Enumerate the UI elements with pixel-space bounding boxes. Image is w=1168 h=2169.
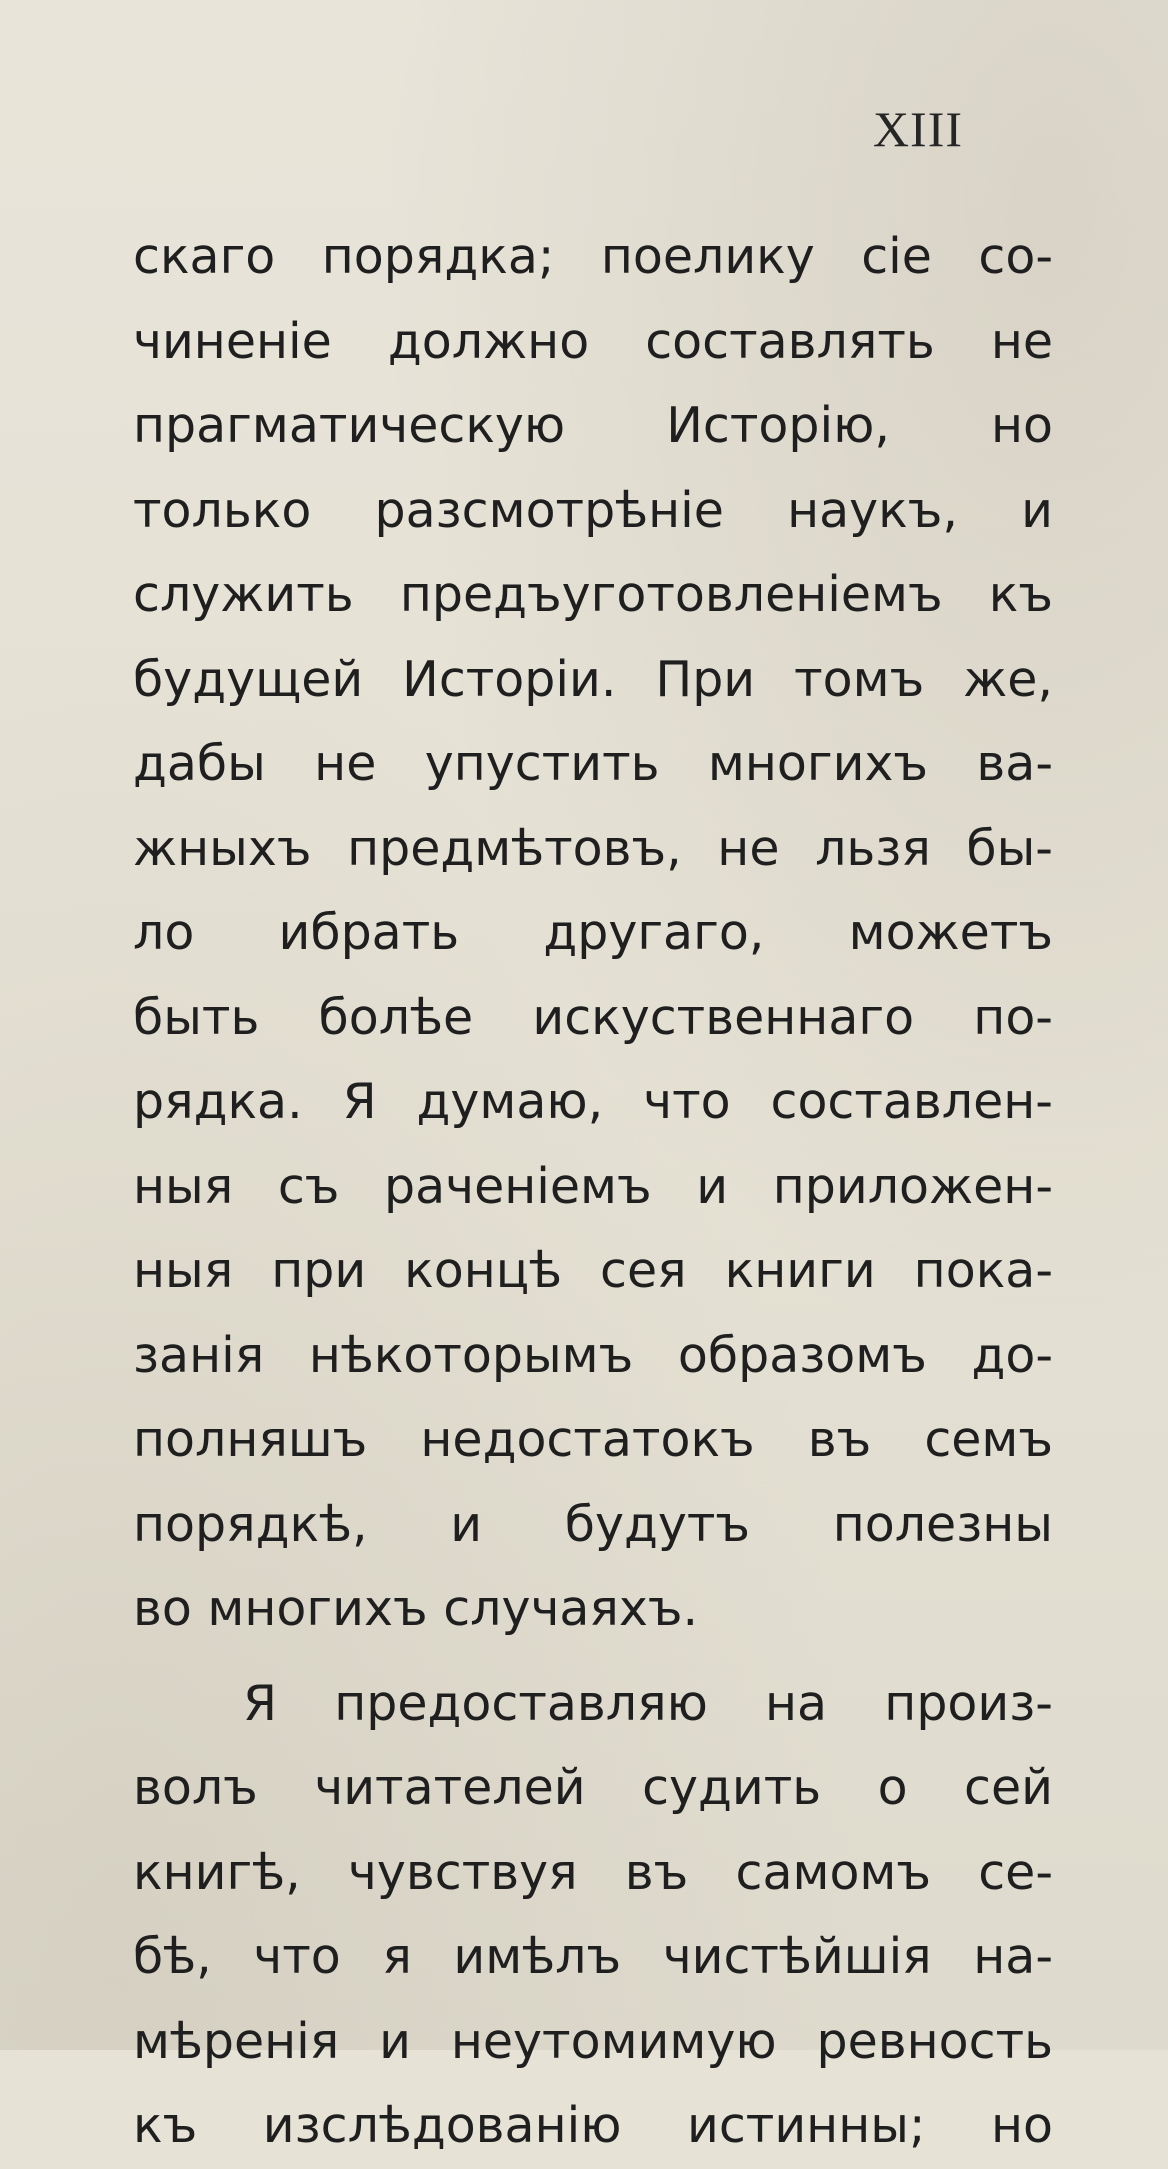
text-line: жныхъ предмѣтовъ, не льзя бы-	[133, 819, 1053, 877]
text-line: скаго порядка; поелику сіе со-	[133, 228, 1053, 285]
text-line: чиненіе должно составлять не	[133, 312, 1053, 370]
text-line: дабы не упустить многихъ ва-	[133, 735, 1053, 792]
text-line: бѣ, что я имѣлъ чистѣйшія на-	[133, 1928, 1053, 1985]
paragraph-1	[133, 215, 1053, 1652]
text-line: рядка. Я думаю, что составлен-	[133, 1073, 1053, 1130]
text-line: служить предъуготовленіемъ къ	[133, 566, 1053, 623]
text-line: во многихъ случаяхъ.	[133, 1580, 699, 1637]
text-line: мѣренія и неутомимую ревность	[133, 2012, 1053, 2070]
text-line: прагматическую Исторію, но	[133, 397, 1053, 454]
text-line: порядкѣ, и будутъ полезны	[133, 1495, 1053, 1553]
text-line: ныя при концѣ сея книги пока-	[133, 1242, 1053, 1299]
page-number: XIII	[872, 101, 963, 157]
page-body	[133, 215, 1053, 2169]
text-line: Я предоставляю на произ-	[243, 1674, 1053, 1732]
text-line: ныя съ раченіемъ и приложен-	[133, 1157, 1053, 1215]
text-line: полняшъ недостатокъ въ семъ	[133, 1411, 1053, 1468]
text-line: быть болѣе искуственнаго по-	[133, 988, 1053, 1046]
text-line: къ изслѣдованію истинны; но	[133, 2097, 1053, 2154]
text-line: только разсмотрѣніе наукъ, и	[133, 481, 1053, 539]
text-line: книгѣ, чувствуя въ самомъ се-	[133, 1843, 1053, 1901]
text-line: ло ибрать другаго, можетъ	[133, 904, 1053, 961]
text-line: будущей Исторіи. При томъ же,	[133, 650, 1053, 708]
paragraph-gap	[133, 1652, 1053, 1662]
text-line: занія нѣкоторымъ образомъ до-	[133, 1326, 1053, 1384]
text-line: волъ читателей судить о сей	[133, 1759, 1053, 1816]
paragraph-2	[133, 1662, 1053, 2169]
